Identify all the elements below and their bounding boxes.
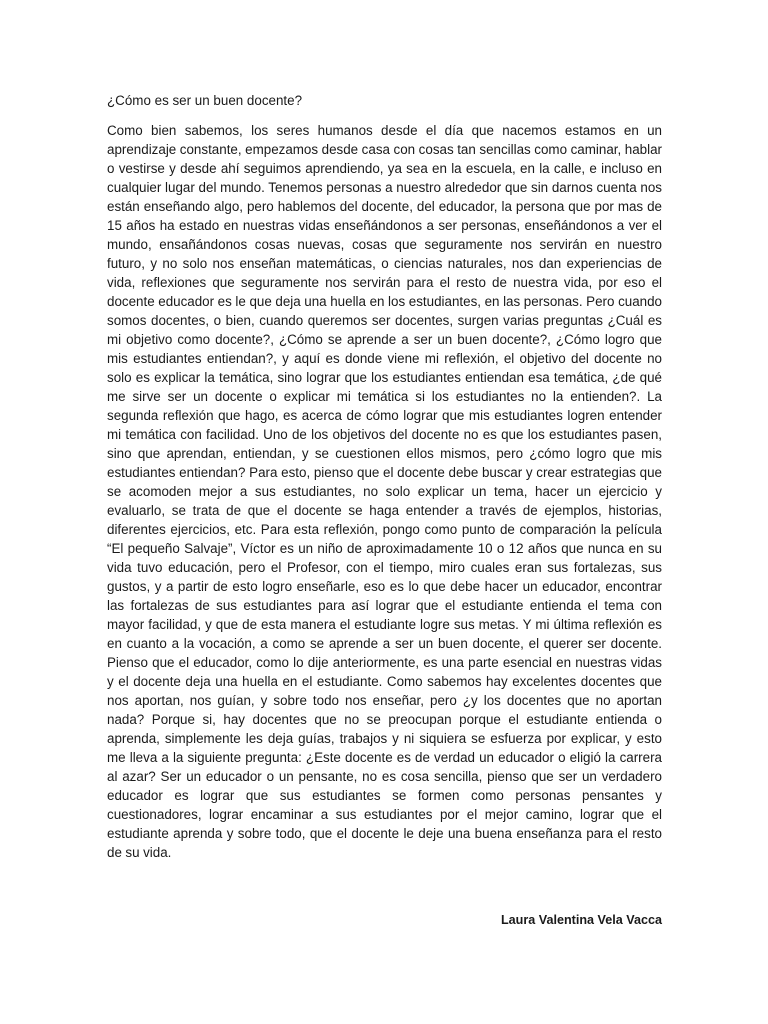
author-signature: Laura Valentina Vela Vacca: [500, 913, 662, 927]
document-body-paragraph: Como bien sabemos, los seres humanos desde el día que nacemos estamos en un aprendizaje constante, empezamos desde casa con cosas tan sencillas como caminar, hablar o vestirse y desde ahí seguimos aprendiendo, ya sea en la escuela, en la calle, e incluso en cualquier lugar del mundo. Tenemos personas a nuestro alrededor que sin darnos cuenta nos están enseñando algo, pero hablemos del docente, del educador, la persona que por mas de 15 años ha estado en nuestras vidas enseñándonos a ser personas, enseñándonos a ver el mundo, ensañándonos cosas nuevas, cosas que seguramente nos servirán en nuestro futuro, y no solo nos enseñan matemáticas, o ciencias naturales, nos dan experiencias de vida, reflexiones que seguramente nos servirán para el resto de nuestra vida, por eso el docente educador es le que deja una huella en los estudiantes, en las personas. Pero cuando somos docentes, o bien, cuando queremos ser docentes, surgen varias preguntas ¿Cuál es mi objetivo como docente?, ¿Cómo se aprende a ser un buen docente?, ¿Cómo logro que mis estudiantes entiendan?, y aquí es donde viene mi reflexión, el objetivo del docente no solo es explicar la temática, sino lograr que los estudiantes entiendan esa temática, ¿de qué me sirve ser un docente o explicar mi temática si los estudiantes no la entienden?. La segunda reflexión que hago, es acerca de cómo lograr que mis estudiantes logren entender mi temática con facilidad. Uno de los objetivos del docente no es que los estudiantes pasen, sino que aprendan, entiendan, y se cuestionen ellos mismos, pero ¿cómo logro que mis estudiantes entiendan? Para esto, pienso que el docente debe buscar y crear estrategias que se acomoden mejor a sus estudiantes, no solo explicar un tema, hacer un ejercicio y evaluarlo, se trata de que el docente se haga entender a través de ejemplos, historias, diferentes ejercicios, etc. Para esta reflexión, pongo como punto de comparación la película “El pequeño Salvaje”, Víctor es un niño de aproximadamente 10 o 12 años que nunca en su vida tuvo educación, pero el Profesor, con el tiempo, miro cuales eran sus fortalezas, sus gustos, y a partir de esto logro enseñarle, eso es lo que debe hacer un educador, encontrar las fortalezas de sus estudiantes para así lograr que el estudiante entienda el tema con mayor facilidad, y que de esta manera el estudiante logre sus metas. Y mi última reflexión es en cuanto a la vocación, a como se aprende a ser un buen docente, el querer ser docente. Pienso que el educador, como lo dije anteriormente, es una parte esencial en nuestras vidas y el docente deja una huella en el estudiante. Como sabemos hay excelentes docentes que nos aportan, nos guían, y sobre todo nos enseñar, pero ¿y los docentes que no aportan nada? Porque si, hay docentes que no se preocupan porque el estudiante entienda o aprenda, simplemente les deja guías, trabajos y ni siquiera se esfuerza por explicar, y esto me lleva a la siguiente pregunta: ¿Este docente es de verdad un educador o eligió la carrera al azar? Ser un educador o un pensante, no es cosa sencilla, pienso que ser un verdadero educador es lograr que sus estudiantes se formen como personas pensantes y cuestionadores, lograr encaminar a sus estudiantes por el mejor camino, lograr que el estudiante aprenda y sobre todo, que el docente le deje una buena enseñanza para el resto de su vida.: [107, 123, 662, 860]
document-title: ¿Cómo es ser un buen docente?: [107, 93, 303, 108]
